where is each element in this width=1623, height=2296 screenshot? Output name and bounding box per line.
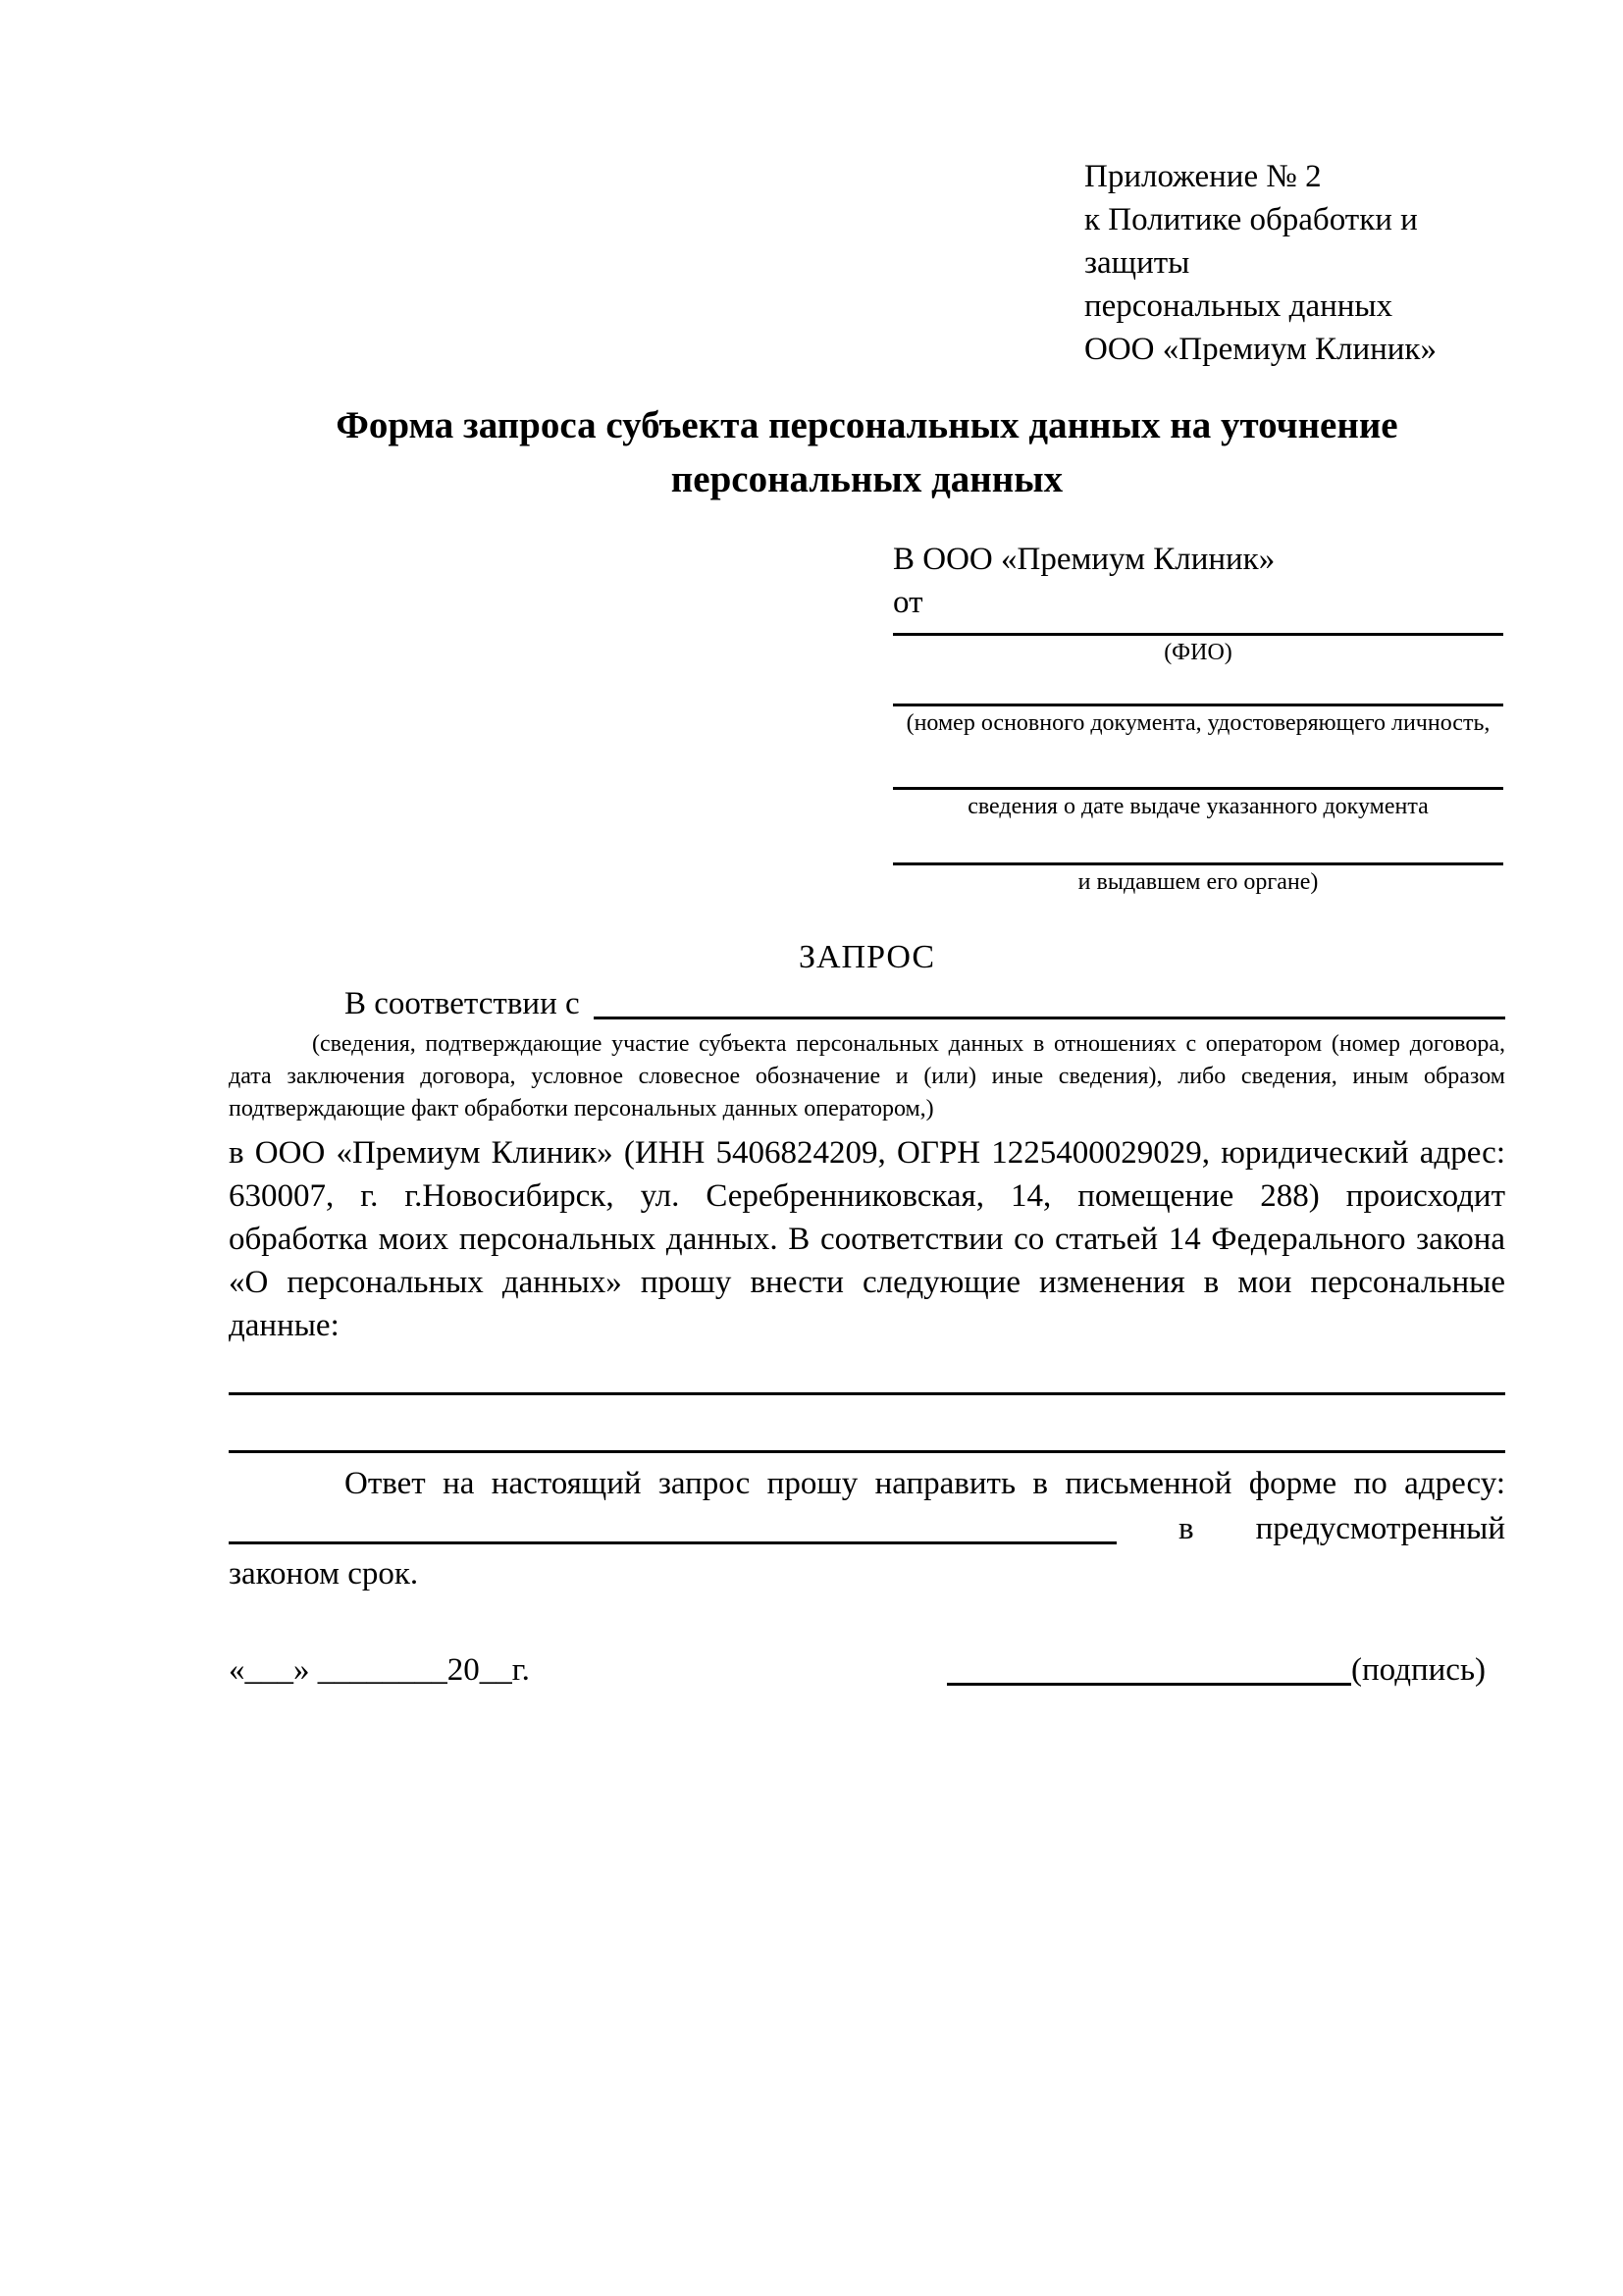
answer-last-line: законом срок. — [229, 1556, 419, 1592]
issue-date-blank-field[interactable] — [893, 777, 1503, 790]
appendix-line: ООО «Премиум Клиник» — [1084, 332, 1437, 367]
document-number-caption: (номер основного документа, удостоверяющего личность, — [906, 710, 1491, 736]
appendix-line: Приложение № 2 — [1084, 159, 1322, 194]
intro-prefix: В соответствии с — [344, 986, 580, 1021]
signature-caption: (подпись) — [1351, 1652, 1486, 1688]
signature-group — [947, 1647, 1486, 1693]
answer-tail-word: предусмотренный — [1255, 1511, 1505, 1546]
basis-blank-field[interactable] — [594, 1017, 1505, 1019]
document-title: Форма запроса субъекта персональных данных на уточнение персональных данных — [336, 404, 1398, 500]
issuing-authority-caption: и выдавшем его органе) — [1077, 869, 1319, 895]
request-body: в ООО «Премиум Клиник» (ИНН 5406824209, ОГРН 1225400029029, юридический адрес: 630007, г. г.Новосибирск, ул. Серебренниковская, 14, помещение 288) происходит обработка моих персональных данных. В соответствии со статьей 14 Федерального закона «О персональных данных» прошу внести следующие изменения в мои персональные данные: — [229, 1135, 1505, 1343]
address-blank-field[interactable] — [229, 1541, 1117, 1544]
answer-first-line: Ответ на настоящий запрос прошу направить в письменной форме по адресу: — [344, 1466, 1505, 1501]
issuing-authority-blank-field[interactable] — [893, 853, 1503, 865]
request-heading: ЗАПРОС — [798, 939, 936, 975]
intro-line — [229, 981, 1505, 1026]
changes-blank-field-1[interactable] — [229, 1347, 1505, 1395]
changes-blank-field-2[interactable] — [229, 1395, 1505, 1453]
addressee-from: от — [893, 585, 923, 620]
answer-second-line — [229, 1506, 1505, 1551]
document-number-blank-field[interactable] — [893, 694, 1503, 706]
appendix-block — [1084, 155, 1506, 371]
answer-mid-word: в — [1178, 1511, 1194, 1546]
signature-blank-field[interactable] — [947, 1683, 1351, 1686]
addressee-block — [893, 538, 1503, 897]
fio-caption: (ФИО) — [1164, 640, 1232, 665]
date-blank[interactable]: «___» ________20__г. — [229, 1652, 530, 1688]
addressee-to: В ООО «Премиум Клиник» — [893, 542, 1276, 577]
intro-caption: (сведения, подтверждающие участие субъекта персональных данных в отношениях с оператором (номер договора, дата заключения договора, условное словесное обозначение и (или) иные сведения), либо сведения, иным образом подтверждающие факт обработки персональных данных оператором,) — [229, 1031, 1505, 1122]
footer-row — [229, 1647, 1505, 1693]
appendix-line: персональных данных — [1084, 288, 1393, 324]
fio-blank-field[interactable] — [893, 623, 1503, 636]
appendix-line: к Политике обработки и защиты — [1084, 202, 1418, 281]
issue-date-caption: сведения о дате выдаче указанного документа — [968, 794, 1429, 819]
